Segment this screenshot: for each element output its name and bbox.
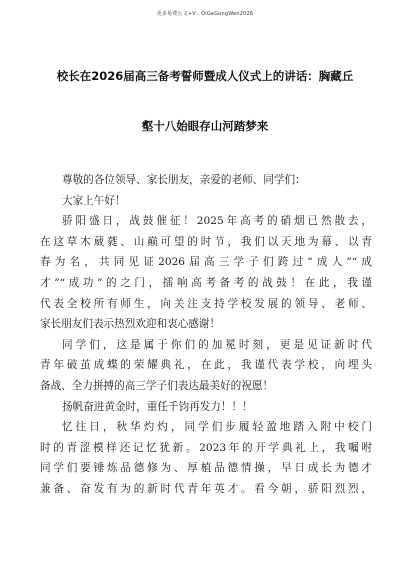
paragraph-line: 时的青涩模样还记忆犹新。2023年的开学典礼上，我嘱咐 bbox=[40, 441, 372, 454]
paragraph-line: 同学们要锤炼品德修为、厚植品德情操，早日成长为德才 bbox=[40, 462, 372, 475]
paragraph-line: 在这草木葳蕤、山巅可望的时节，我们以天地为幕、以青 bbox=[40, 235, 372, 248]
paragraph-line: 代表全校所有师生，向关注支持学校发展的领导、老师、 bbox=[40, 297, 372, 310]
paragraph-line: 兼备、奋发有为的新时代青年英才。看今朝，骄阳烈烈， bbox=[40, 482, 372, 495]
body-text bbox=[40, 170, 372, 500]
paragraph-line: 春为名，共同见证2026届高三学子们跨过“成人”“成 bbox=[40, 256, 372, 269]
paragraph-line: 同学们，这是属于你们的加冕时刻，更是见证新时代 bbox=[62, 338, 372, 351]
paragraph-line: 骄阳盛日，战鼓催征！2025年高考的硝烟已然散去， bbox=[62, 215, 372, 228]
paragraph-line: 青年破茧成蝶的荣耀典礼，在此，我谨代表学校，向埋头 bbox=[40, 359, 372, 372]
paragraph-line: 尊敬的各位领导、家长朋友，亲爱的老师、同学们： bbox=[62, 174, 306, 186]
title-line-1: 校长在2026届高三备考誓师暨成人仪式上的讲话：胸藏丘 bbox=[56, 69, 354, 83]
paragraph-line: 家长朋友们表示热烈欢迎和衷心感谢！ bbox=[40, 318, 221, 331]
header-note: 更多免费公文+V：QiGeGongWen2026 bbox=[156, 11, 254, 17]
paragraph-line: 忆往日，秋华灼灼，同学们步履轻盈地踏入附中校门 bbox=[62, 421, 372, 434]
paragraph-line: 大家上午好！ bbox=[62, 194, 126, 207]
title-line-2: 壑十八始眼存山河踏梦来 bbox=[141, 119, 269, 133]
paragraph-line: 扬帆奋进黄金时，重任千钧再发力！！！ bbox=[62, 400, 253, 413]
paragraph-line: 备战、全力拼搏的高三学子们表达最美好的祝愿！ bbox=[40, 379, 274, 392]
paragraph-line: 才”“成功”的之门，擂响高考备考的战鼓！在此，我谨 bbox=[40, 276, 372, 289]
